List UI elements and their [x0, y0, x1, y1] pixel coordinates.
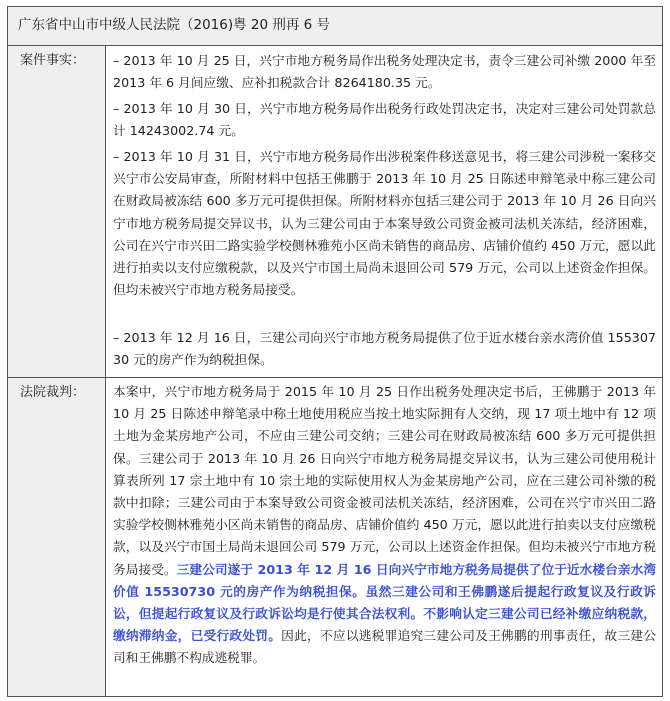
ruling-conclusion-text: 因此，不应以逃税罪追究三建公司及王佛鹏的刑事责任，故三建公司和王佛鹏不构成逃税罪。: [113, 628, 657, 666]
facts-row: [8, 46, 662, 378]
ruling-label-cell: [8, 378, 106, 696]
facts-content: [106, 46, 662, 377]
case-title: 广东省中山市中级人民法院（2016)粤 20 刑再 6 号: [18, 17, 331, 33]
ruling-content: [106, 378, 662, 696]
ruling-text: 本案中，兴宁市地方税务局于 2015 年 10 月 25 日作出税务处理决定书后，王佛鹏于 2013 年 10 月 25 日陈述申辩笔录中称土地使用税应当按土地实际拥有人交纳，现 17 项土地中有 12 项土地为金某房地产公司，不应由三建公司交纳；三建公司在财政局被冻结 600 多万元可提供担保。三建公司于 2013 年 10 月 26 日向兴宁市地方税务局提交异议书，认为三建公司使用税计算表所列 17 宗土地中有 10 宗土地的实际使用权人为金某房地产公司，应在三建公司补缴的税款中扣除；三建公司由于本案导致公司资金被司法机关冻结，经济困难，公司在兴宁市兴田二路实验学校侧林雅苑小区尚未销售的商品房、店铺价值约 450 万元，愿以此进行拍卖以支付应缴税款，以及兴宁市国土局尚未退回公司 579 万元，公司以上述资金作担保。但均未被兴宁市地方税务局接受。: [113, 384, 656, 577]
fact-item: – 2013 年 10 月 30 日，兴宁市地方税务局作出税务行政处罚决定书，决定对三建公司处罚款总计 14243002.74 元。: [113, 101, 656, 139]
ruling-highlight-text: 三建公司遂于 2013 年 12 月 16 日向兴宁市地方税务局提供了位于近水楼台亲水湾价值 15530730 元的房产作为纳税担保。虽然三建公司和王佛鹏遂后提起行政复议及行政诉讼，但提起行政复议及行政诉讼均是行使其合法权利。不影响认定三建公司已经补缴应纳税款，缴纳滞纳金，已受行政处罚。: [113, 561, 657, 644]
case-document: [7, 6, 663, 697]
ruling-label: 法院裁判：: [20, 385, 86, 400]
case-title-row: [8, 7, 662, 46]
fact-item: – 2013 年 10 月 31 日，兴宁市地方税务局作出涉税案件移送意见书，将三建公司涉税一案移交兴宁市公安局审查，所附材料中包括王佛鹏于 2013 年 10 月 25 日陈述申辩笔录中称三建公司在财政局被冻结 600 多万元可提供担保。所附材料亦包括三建公司于 2013 年 10 月 26 日向兴宁市地方税务局提交异议书，认为三建公司由于本案导致公司资金被司法机关冻结，经济困难，公司在兴宁市兴田二路实验学校侧林雅苑小区尚未销售的商品房、店铺价值约 450 万元，愿以此进行拍卖以支付应缴税款，以及兴宁市国土局尚未退回公司 579 万元，公司以上述资金作担保。但均未被兴宁市地方税务局接受。: [113, 149, 656, 298]
fact-item: – 2013 年 10 月 25 日，兴宁市地方税务局作出税务处理决定书，责令三建公司补缴 2000 年至 2013 年 6 月间应缴、应补扣税款合计 8264180.35 元。: [113, 53, 656, 91]
ruling-paragraph: [113, 381, 656, 670]
facts-label: 案件事实：: [20, 53, 86, 68]
ruling-row: [8, 378, 662, 696]
fact-item: – 2013 年 12 月 16 日，三建公司向兴宁市地方税务局提供了位于近水楼台亲水湾价值 15530730 元的房产作为纳税担保。: [113, 330, 656, 368]
facts-label-cell: [8, 46, 106, 377]
